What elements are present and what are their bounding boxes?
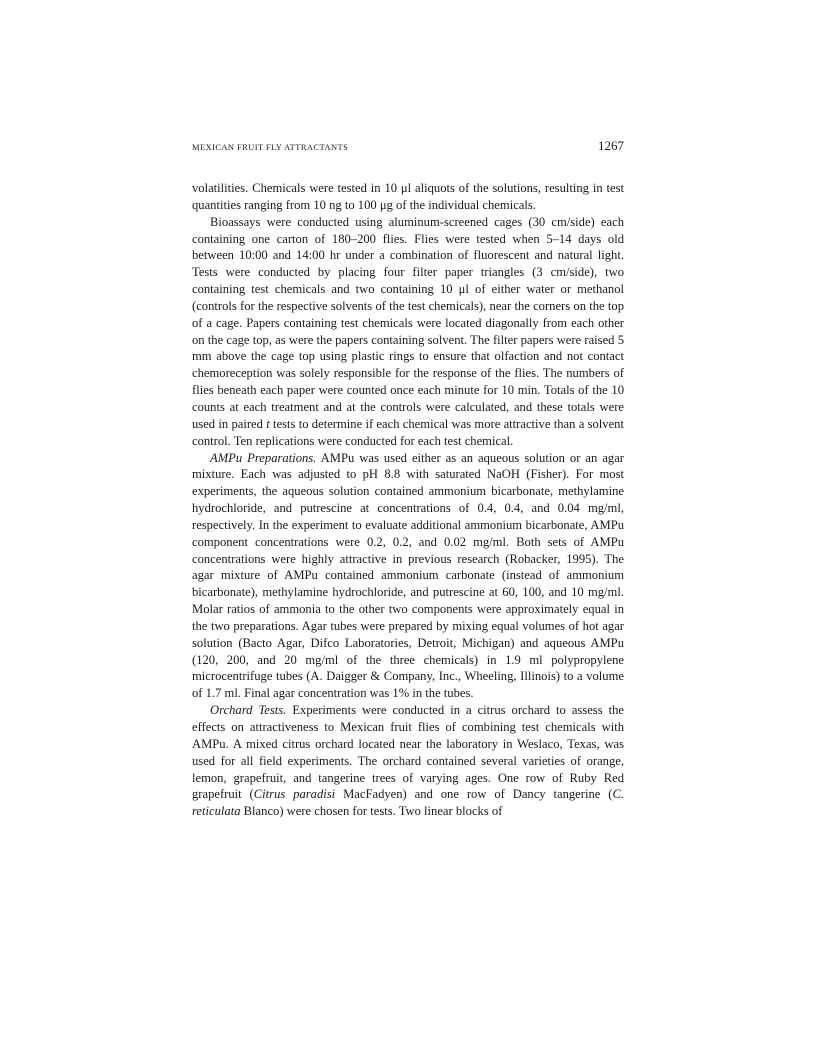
running-title: MEXICAN FRUIT FLY ATTRACTANTS bbox=[192, 142, 349, 152]
paragraph-text: Experiments were conducted in a citrus orchard to assess the effects on attractiveness to Mexican fruit flies of combining test chemicals with AMPu. A mixed citrus orchard located near the laboratory in Weslaco, Texas, was used for all field experiments. The orchard contained several varieties of orange, lemon, grapefruit, and tangerine trees of varying ages. One row of Ruby Red grapefruit ( bbox=[192, 703, 624, 802]
species-name: C. reticulata bbox=[192, 787, 625, 819]
running-head bbox=[192, 138, 624, 162]
paragraph-text-cont: tests to determine if each chemical was more attractive than a solvent control. Ten replications were conducted for each test chemical. bbox=[192, 416, 624, 448]
section-heading: AMPu Preparations. bbox=[210, 450, 317, 465]
body-text bbox=[192, 180, 624, 820]
section-heading: Orchard Tests. bbox=[210, 703, 287, 718]
italic-symbol: t bbox=[266, 416, 270, 431]
journal-page bbox=[192, 138, 624, 820]
paragraph-text-cont: Blanco) were chosen for tests. Two linear blocks of bbox=[243, 804, 503, 819]
paragraph-text: Bioassays were conducted using aluminum-screened cages (30 cm/side) each containing one carton of 180–200 flies. Flies were tested when 5–14 days old between 10:00 and 14:00 hr under a combination of fluorescent and natural light. Tests were conducted by placing four filter paper triangles (3 cm/side), two containing test chemicals and two containing 10 μl of either water or methanol (controls for the respective solvents of the test chemicals), near the corners on the top of a cage. Papers containing test chemicals were located diagonally from each other on the cage top, as were the papers containing solvent. The filter papers were raised 5 mm above the cage top using plastic rings to ensure that olfaction and not contact chemoreception was solely responsible for the response of the flies. The numbers of flies beneath each paper were counted once each minute for 10 min. Totals of the 10 counts at each treatment and at the controls were calculated, and these totals were used in paired bbox=[192, 214, 624, 431]
paragraph-orchard-tests bbox=[192, 702, 624, 820]
paragraph-continued bbox=[192, 180, 624, 214]
species-name: Citrus paradisi bbox=[253, 787, 336, 802]
page-number: 1267 bbox=[598, 138, 624, 153]
paragraph-ampu-preparations bbox=[192, 450, 624, 703]
paragraph-text: volatilities. Chemicals were tested in 10 μl aliquots of the solutions, resulting in test quantities ranging from 10 ng to 100 μg of the individual chemicals. bbox=[192, 181, 624, 212]
paragraph-bioassays bbox=[192, 214, 624, 450]
paragraph-text-cont: MacFadyen) and one row of Dancy tangerine ( bbox=[343, 787, 613, 802]
paragraph-text: AMPu was used either as an aqueous solution or an agar mixture. Each was adjusted to pH 8.8 with saturated NaOH (Fisher). For most experiments, the aqueous solution contained ammonium bicarbonate, methylamine hydrochloride, and putrescine at concentrations of 0.4, 0.4, and 0.04 mg/ml, respectively. In the experiment to evaluate additional ammonium bicarbonate, AMPu component concentrations were 0.2, 0.2, and 0.02 mg/ml. Both sets of AMPu concentrations were highly attractive in previous research (Robacker, 1995). The agar mixture of AMPu contained ammonium carbonate (instead of ammonium bicarbonate), methylamine hydrochloride, and putrescine at 60, 100, and 10 mg/ml. Molar ratios of ammonia to the other two components were approximately equal in the two preparations. Agar tubes were prepared by mixing equal volumes of hot agar solution (Bacto Agar, Difco Laboratories, Detroit, Michigan) and aqueous AMPu (120, 200, and 20 mg/ml of the three chemicals) in 1.9 ml polypropylene microcentrifuge tubes (A. Daigger & Company, Inc., Wheeling, Illinois) to a volume of 1.7 ml. Final agar concentration was 1% in the tubes. bbox=[192, 450, 624, 701]
